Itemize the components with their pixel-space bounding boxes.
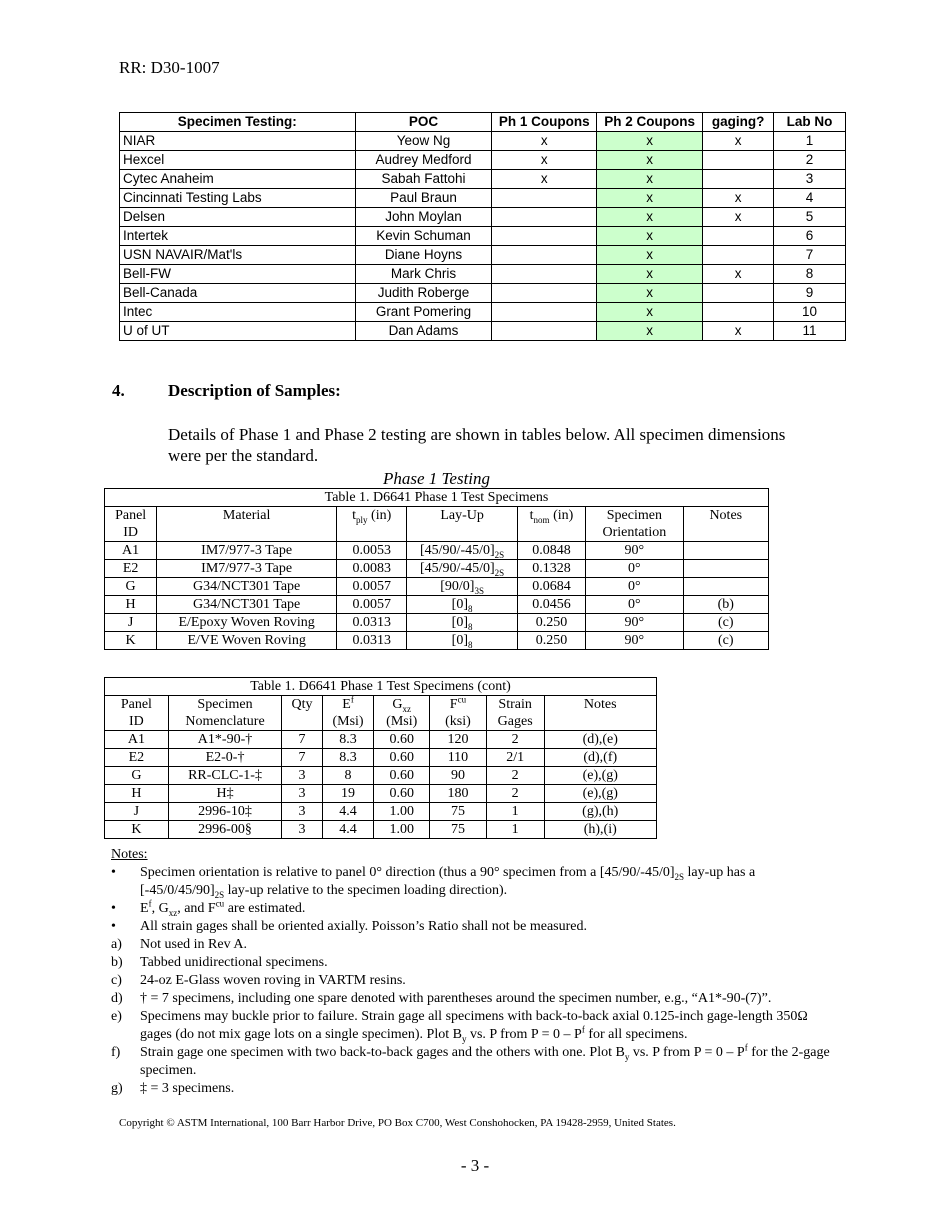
labs-cell: x: [703, 189, 774, 208]
table2-cell-ef: 4.4: [322, 803, 374, 821]
labs-cell: 2: [774, 151, 846, 170]
notes-section: [111, 846, 841, 1098]
table2: [104, 677, 657, 839]
labs-row: [120, 208, 846, 227]
labs-row: [120, 265, 846, 284]
table2-cell-notes: (g),(h): [544, 803, 656, 821]
labs-header-cell: Lab No: [774, 113, 846, 132]
table2-row: [105, 821, 657, 839]
labs-cell: Mark Chris: [355, 265, 492, 284]
table2-header-row: [105, 696, 657, 731]
labs-row: [120, 227, 846, 246]
labs-row: [120, 170, 846, 189]
table1-cell-panel: J: [105, 614, 157, 632]
table1-cell-orientation: 0°: [586, 560, 683, 578]
table2-cell-gxz: 1.00: [374, 803, 430, 821]
table1-cell-notes: (c): [683, 614, 768, 632]
table2-header-gxz: $G_{xz}$ (Msi): [374, 696, 430, 731]
table2-cell-fcu: 120: [430, 731, 487, 749]
labs-cell: Audrey Medford: [355, 151, 492, 170]
table1-cell-orientation: 90°: [586, 632, 683, 650]
labs-header-row: [120, 113, 846, 132]
table2-cell-ef: 8.3: [322, 749, 374, 767]
table1-cell-notes: [683, 578, 768, 596]
table1-cell-tnom: 0.0684: [517, 578, 585, 596]
table2-header-qty: Qty: [282, 696, 323, 731]
table2-row: [105, 803, 657, 821]
table2-cell-panel: E2: [105, 749, 169, 767]
section-title: Description of Samples:: [168, 381, 341, 400]
table1-row: [105, 596, 769, 614]
note-c: c) 24-oz E-Glass woven roving in VARTM resins.: [111, 973, 406, 988]
table2-cell-qty: 7: [282, 749, 323, 767]
labs-cell: Cytec Anaheim: [120, 170, 356, 189]
table2-cell-qty: 3: [282, 785, 323, 803]
table2-cell-ef: 8: [322, 767, 374, 785]
table1-header-row: [105, 507, 769, 542]
table1-cell-tply: 0.0057: [337, 596, 407, 614]
table1-cell-material: E/VE Woven Roving: [157, 632, 337, 650]
table1-cell-panel: K: [105, 632, 157, 650]
note-bullet-3: • All strain gages shall be oriented axially. Poisson’s Ratio shall not be measured.: [111, 919, 588, 934]
table1-row: [105, 632, 769, 650]
table2-cell-fcu: 90: [430, 767, 487, 785]
labs-cell: x: [597, 189, 703, 208]
table2-cell-notes: (e),(g): [544, 785, 656, 803]
labs-cell: x: [597, 151, 703, 170]
labs-cell: x: [597, 227, 703, 246]
table1-cell-layup: $[0]_8$: [407, 596, 517, 614]
table2-cell-nomen: E2-0-†: [168, 749, 281, 767]
table1-header-layup: Lay-Up: [407, 507, 517, 542]
table2-cell-panel: G: [105, 767, 169, 785]
table2-cell-gxz: 0.60: [374, 767, 430, 785]
labs-row: [120, 322, 846, 341]
labs-header-cell: gaging?: [703, 113, 774, 132]
table1-cell-notes: (c): [683, 632, 768, 650]
labs-cell: x: [597, 322, 703, 341]
table1-cell-panel: G: [105, 578, 157, 596]
labs-cell: Grant Pomering: [355, 303, 492, 322]
note-e: e) Specimens may buckle prior to failure. Strain gage all specimens with back-to-back axial 0.125-inch gage-length 350Ω gages (do not mix gage lots on a single specimen). Plot $B_y$ vs. P from $P = 0 - P^f$ for all specimens.: [111, 1009, 808, 1044]
labs-cell: [492, 265, 597, 284]
labs-cell: x: [703, 132, 774, 151]
labs-cell: Paul Braun: [355, 189, 492, 208]
labs-cell: x: [492, 170, 597, 189]
labs-cell: x: [492, 151, 597, 170]
table1-cell-layup: $[0]_8$: [407, 614, 517, 632]
table2-cell-nomen: 2996-00§: [168, 821, 281, 839]
labs-cell: [492, 303, 597, 322]
labs-cell: x: [597, 265, 703, 284]
table1-cell-tnom: 0.0848: [517, 542, 585, 560]
table1-row: [105, 578, 769, 596]
table2-cell-notes: (d),(e): [544, 731, 656, 749]
labs-cell: Cincinnati Testing Labs: [120, 189, 356, 208]
table2-header-panel: Panel ID: [105, 696, 169, 731]
table1-header-material: Material: [157, 507, 337, 542]
table1-header-tnom: $t_{nom}$ (in): [517, 507, 585, 542]
table1-cell-tply: 0.0313: [337, 614, 407, 632]
labs-cell: 3: [774, 170, 846, 189]
note-bullet-1: • Specimen orientation is relative to panel 0° direction (thus a 90° specimen from a $[45/90/-45/0]_{2S}$ lay-up has a $[-45/0/45/90]_{2S}$ lay-up relative to the specimen loading direction).: [111, 865, 756, 900]
table2-header-nomenclature: Specimen Nomenclature: [168, 696, 281, 731]
labs-cell: x: [597, 284, 703, 303]
labs-cell: x: [597, 132, 703, 151]
table1-cell-panel: E2: [105, 560, 157, 578]
copyright-footer: Copyright © ASTM International, 100 Barr Harbor Drive, PO Box C700, West Conshohocken, PA 19428-2959, United States.: [119, 1117, 676, 1129]
labs-cell: x: [597, 303, 703, 322]
table2-cell-ef: 19: [322, 785, 374, 803]
table2-cell-gxz: 0.60: [374, 749, 430, 767]
note-g: g) ‡ = 3 specimens.: [111, 1081, 235, 1096]
table2-header-notes: Notes: [544, 696, 656, 731]
table1-cell-orientation: 0°: [586, 596, 683, 614]
table2-cell-ef: 8.3: [322, 731, 374, 749]
table1-cell-layup: $[45/90/-45/0]_{2S}$: [407, 542, 517, 560]
table1-header-panel: Panel ID: [105, 507, 157, 542]
labs-cell: 9: [774, 284, 846, 303]
labs-cell: Delsen: [120, 208, 356, 227]
table2-cell-notes: (h),(i): [544, 821, 656, 839]
labs-row: [120, 284, 846, 303]
table1-cell-layup: $[45/90/-45/0]_{2S}$: [407, 560, 517, 578]
table1-cell-material: E/Epoxy Woven Roving: [157, 614, 337, 632]
table2-caption: Table 1. D6641 Phase 1 Test Specimens (cont): [105, 678, 657, 696]
labs-cell: Intertek: [120, 227, 356, 246]
table1-cell-orientation: 0°: [586, 578, 683, 596]
table2-cell-qty: 3: [282, 767, 323, 785]
table1-cell-layup: $[0]_8$: [407, 632, 517, 650]
table1-row: [105, 614, 769, 632]
note-bullet-2: • $E^f$, $G_{xz}$, and $F^{cu}$ are estimated.: [111, 898, 306, 918]
labs-cell: [492, 322, 597, 341]
labs-cell: [492, 208, 597, 227]
table2-cell-qty: 3: [282, 803, 323, 821]
table1-row: [105, 560, 769, 578]
labs-cell: Diane Hoyns: [355, 246, 492, 265]
table1-cell-tnom: 0.250: [517, 632, 585, 650]
labs-cell: [492, 284, 597, 303]
labs-cell: x: [703, 322, 774, 341]
labs-cell: [492, 189, 597, 208]
table2-cell-fcu: 180: [430, 785, 487, 803]
table1-cell-tnom: 0.0456: [517, 596, 585, 614]
table1-row: [105, 542, 769, 560]
labs-cell: 7: [774, 246, 846, 265]
table2-cell-panel: J: [105, 803, 169, 821]
table1-cell-orientation: 90°: [586, 614, 683, 632]
table1-cell-notes: [683, 542, 768, 560]
table2-cell-panel: K: [105, 821, 169, 839]
labs-cell: [492, 246, 597, 265]
table1-cell-panel: A1: [105, 542, 157, 560]
labs-cell: U of UT: [120, 322, 356, 341]
table2-cell-fcu: 110: [430, 749, 487, 767]
table1-cell-tply: 0.0053: [337, 542, 407, 560]
table1-cell-orientation: 90°: [586, 542, 683, 560]
labs-cell: NIAR: [120, 132, 356, 151]
labs-cell: Sabah Fattohi: [355, 170, 492, 189]
labs-cell: Dan Adams: [355, 322, 492, 341]
labs-table: [119, 112, 846, 341]
labs-cell: [703, 246, 774, 265]
note-a: a) Not used in Rev A.: [111, 937, 247, 952]
table2-cell-gages: 1: [486, 821, 544, 839]
table1-cell-notes: (b): [683, 596, 768, 614]
table2-cell-gages: 2/1: [486, 749, 544, 767]
labs-cell: Bell-FW: [120, 265, 356, 284]
table2-cell-gages: 2: [486, 767, 544, 785]
table1-cell-tply: 0.0083: [337, 560, 407, 578]
labs-cell: [492, 227, 597, 246]
table1-cell-tply: 0.0057: [337, 578, 407, 596]
note-b: b) Tabbed unidirectional specimens.: [111, 955, 328, 970]
labs-cell: [703, 151, 774, 170]
table2-cell-gages: 2: [486, 731, 544, 749]
phase-title: Phase 1 Testing: [382, 469, 491, 488]
table1-header-tply: $t_{ply}$ (in): [337, 507, 407, 542]
table2-cell-notes: (d),(f): [544, 749, 656, 767]
labs-cell: x: [703, 208, 774, 227]
table2-cell-ef: 4.4: [322, 821, 374, 839]
labs-cell: Bell-Canada: [120, 284, 356, 303]
table2-cell-nomen: 2996-10‡: [168, 803, 281, 821]
labs-cell: Kevin Schuman: [355, 227, 492, 246]
labs-cell: 11: [774, 322, 846, 341]
labs-cell: [703, 303, 774, 322]
table2-row: [105, 731, 657, 749]
labs-header-cell: Ph 1 Coupons: [492, 113, 597, 132]
table2-cell-qty: 3: [282, 821, 323, 839]
labs-cell: Intec: [120, 303, 356, 322]
table1-caption: Table 1. D6641 Phase 1 Test Specimens: [105, 489, 769, 507]
section-heading: [112, 381, 341, 401]
table2-cell-panel: H: [105, 785, 169, 803]
table2-cell-panel: A1: [105, 731, 169, 749]
table2-cell-gages: 1: [486, 803, 544, 821]
labs-cell: x: [492, 132, 597, 151]
section-number: 4.: [112, 381, 125, 400]
labs-row: [120, 189, 846, 208]
table2-cell-nomen: H‡: [168, 785, 281, 803]
table2-row: [105, 785, 657, 803]
table2-cell-gages: 2: [486, 785, 544, 803]
document-reference: RR: D30-1007: [119, 58, 220, 77]
labs-cell: Hexcel: [120, 151, 356, 170]
table2-row: [105, 767, 657, 785]
table2-header-fcu: $F^{cu}$ (ksi): [430, 696, 487, 731]
table2-cell-fcu: 75: [430, 803, 487, 821]
labs-cell: 1: [774, 132, 846, 151]
table1-cell-material: G34/NCT301 Tape: [157, 578, 337, 596]
labs-cell: 8: [774, 265, 846, 284]
table2-cell-fcu: 75: [430, 821, 487, 839]
labs-cell: [703, 284, 774, 303]
table1-header-notes: Notes: [683, 507, 768, 542]
labs-cell: 6: [774, 227, 846, 246]
labs-cell: Judith Roberge: [355, 284, 492, 303]
labs-cell: John Moylan: [355, 208, 492, 227]
section-intro: Details of Phase 1 and Phase 2 testing are shown in tables below. All specimen dimensions were per the standard.: [168, 425, 786, 465]
labs-cell: x: [597, 246, 703, 265]
labs-header-cell: Ph 2 Coupons: [597, 113, 703, 132]
table1-cell-layup: $[90/0]_{3S}$: [407, 578, 517, 596]
table1-header-orientation: Specimen Orientation: [586, 507, 683, 542]
table2-cell-nomen: RR-CLC-1-‡: [168, 767, 281, 785]
table2-header-ef: $E^f$ (Msi): [322, 696, 374, 731]
labs-cell: 5: [774, 208, 846, 227]
labs-cell: 4: [774, 189, 846, 208]
table2-cell-gxz: 0.60: [374, 785, 430, 803]
labs-cell: x: [597, 208, 703, 227]
table1-cell-material: IM7/977-3 Tape: [157, 542, 337, 560]
table1-cell-tnom: 0.1328: [517, 560, 585, 578]
note-d: d) † = 7 specimens, including one spare denoted with parentheses around the specimen number, e.g., “A1*-90-(7)”.: [111, 991, 772, 1006]
labs-cell: USN NAVAIR/Mat'ls: [120, 246, 356, 265]
table1-cell-notes: [683, 560, 768, 578]
table1-cell-tnom: 0.250: [517, 614, 585, 632]
labs-cell: [703, 170, 774, 189]
note-f: f) Strain gage one specimen with two back-to-back gages and the others with one. Plot $B_y$ vs. P from $P = 0 - P^f$ for the 2-gage specimen.: [111, 1042, 830, 1078]
table1-cell-tply: 0.0313: [337, 632, 407, 650]
table1-cell-panel: H: [105, 596, 157, 614]
labs-header-cell: POC: [355, 113, 492, 132]
table2-cell-gxz: 0.60: [374, 731, 430, 749]
labs-row: [120, 151, 846, 170]
table2-cell-gxz: 1.00: [374, 821, 430, 839]
labs-cell: [703, 227, 774, 246]
labs-row: [120, 303, 846, 322]
labs-cell: Yeow Ng: [355, 132, 492, 151]
table2-cell-nomen: A1*-90-†: [168, 731, 281, 749]
labs-cell: 10: [774, 303, 846, 322]
labs-cell: x: [703, 265, 774, 284]
table2-cell-notes: (e),(g): [544, 767, 656, 785]
notes-label: Notes:: [111, 847, 148, 862]
table2-header-gages: Strain Gages: [486, 696, 544, 731]
table2-cell-qty: 7: [282, 731, 323, 749]
table1: [104, 488, 769, 650]
page-number: - 3 -: [460, 1156, 490, 1175]
labs-row: [120, 132, 846, 151]
table1-cell-material: G34/NCT301 Tape: [157, 596, 337, 614]
table1-cell-material: IM7/977-3 Tape: [157, 560, 337, 578]
labs-cell: x: [597, 170, 703, 189]
table2-row: [105, 749, 657, 767]
labs-row: [120, 246, 846, 265]
labs-header-cell: Specimen Testing:: [120, 113, 356, 132]
